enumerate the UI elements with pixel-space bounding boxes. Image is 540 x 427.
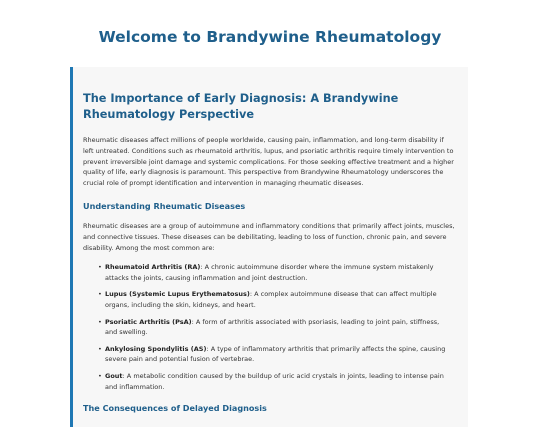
disease-list xyxy=(83,262,456,392)
disease-description: : A complex autoimmune disease that can affect multiple organs, including the skin, kidneys, and heart. xyxy=(105,290,437,310)
disease-description: : A form of arthritis associated with psoriasis, leading to joint pain, stiffness, and swelling. xyxy=(105,317,440,337)
section-heading-understanding: Understanding Rheumatic Diseases xyxy=(83,200,246,211)
disease-description: : A chronic autoimmune disorder where the immune system mistakenly attacks the joints, causing inflammation and joint destruction. xyxy=(105,263,434,283)
disease-name: Lupus (Systemic Lupus Erythematosus) xyxy=(105,290,250,299)
disease-name: Rheumatoid Arthritis (RA) xyxy=(105,263,201,272)
bullet-icon: • xyxy=(98,371,102,380)
bullet-icon: • xyxy=(98,263,102,272)
disease-name: Gout xyxy=(105,371,123,380)
bullet-icon: • xyxy=(98,290,102,299)
understanding-paragraph: Rheumatic diseases are a group of autoimmune and inflammatory conditions that primarily affect joints, muscles, and connective tissues. These diseases can be debilitating, leading to loss of function, chronic pain, and severe disability. Among the most common are: xyxy=(83,221,455,252)
disease-description: : A metabolic condition caused by the buildup of uric acid crystals in joints, leading to intense pain and inflammation. xyxy=(105,371,444,391)
bullet-icon: • xyxy=(98,344,102,353)
list-item xyxy=(98,289,456,311)
bullet-icon: • xyxy=(98,317,102,326)
article-title: The Importance of Early Diagnosis: A Brandywine Rheumatology Perspective xyxy=(83,92,399,121)
list-item xyxy=(98,262,456,284)
intro-paragraph: Rheumatic diseases affect millions of people worldwide, causing pain, inflammation, and long-term disability if left untreated. Conditions such as rheumatoid arthritis, lupus, and psoriatic arthritis require timely intervention to prevent irreversible joint damage and systemic complications. For those seeking effective treatment and a higher quality of life, early diagnosis is paramount. This perspective from Brandywine Rheumatology underscores the crucial role of prompt identification and intervention in managing rheumatic diseases. xyxy=(83,136,454,188)
section-heading-consequences: The Consequences of Delayed Diagnosis xyxy=(83,403,267,414)
disease-description: : A type of inflammatory arthritis that primarily affects the spine, causing severe pain and potential fusion of vertebrae. xyxy=(105,344,446,364)
disease-name: Ankylosing Spondylitis (AS) xyxy=(105,344,207,353)
list-item xyxy=(98,344,456,366)
disease-name: Psoriatic Arthritis (PsA) xyxy=(105,317,192,326)
article-card xyxy=(70,67,468,427)
list-item xyxy=(98,371,456,393)
site-title: Welcome to Brandywine Rheumatology xyxy=(98,28,442,46)
list-item xyxy=(98,317,456,339)
